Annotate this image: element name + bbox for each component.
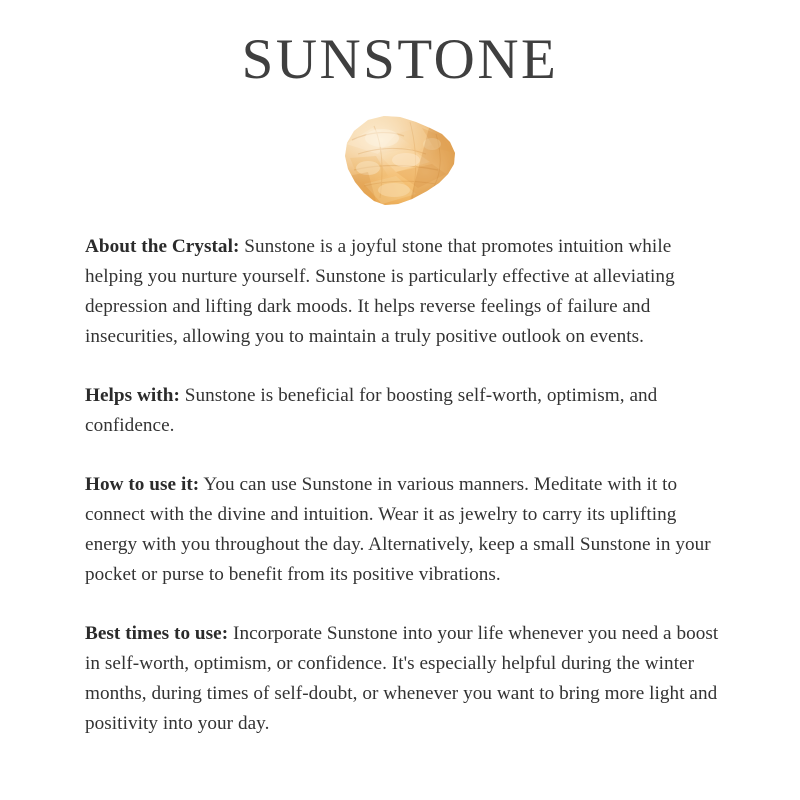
section-body: You can use Sunstone in various manners. Meditate with it to connect with the divine and intuition. Wear it as jewelry to carry its uplifting energy with you throughout the day. Alternatively, keep a small Sunstone in your pocket or purse to benefit from its positive vibrations.: [85, 474, 711, 585]
section-body: Incorporate Sunstone into your life whenever you need a boost in self-worth, optimism, or confidence. It's especially helpful during the winter months, during times of self-doubt, or whenever you want to bring more light and positivity into your day.: [85, 623, 719, 734]
page-title-container: [0, 30, 800, 90]
section-label: How to use it:: [85, 474, 200, 495]
crystal-description-content: [85, 232, 723, 739]
section-label: Helps with:: [85, 385, 180, 406]
section-about-the-crystal: [85, 232, 723, 352]
crystal-body: [338, 114, 462, 208]
section-best-times-to-use: [85, 619, 723, 739]
section-body: Sunstone is beneficial for boosting self-worth, optimism, and confidence.: [85, 385, 658, 436]
section-label: About the Crystal:: [85, 236, 240, 257]
section-body: Sunstone is a joyful stone that promotes intuition while helping you nurture yourself. Sunstone is particularly effective at alleviating depression and lifting dark moods. It helps reverse feelings of failure and insecurities, allowing you to maintain a truly positive outlook on events.: [85, 236, 675, 347]
sunstone-crystal-image: [338, 114, 462, 208]
section-helps-with: [85, 381, 723, 441]
crystal-image-container: [0, 114, 800, 210]
section-label: Best times to use:: [85, 623, 229, 644]
page-title: SUNSTONE: [241, 28, 559, 91]
section-how-to-use-it: [85, 470, 723, 590]
